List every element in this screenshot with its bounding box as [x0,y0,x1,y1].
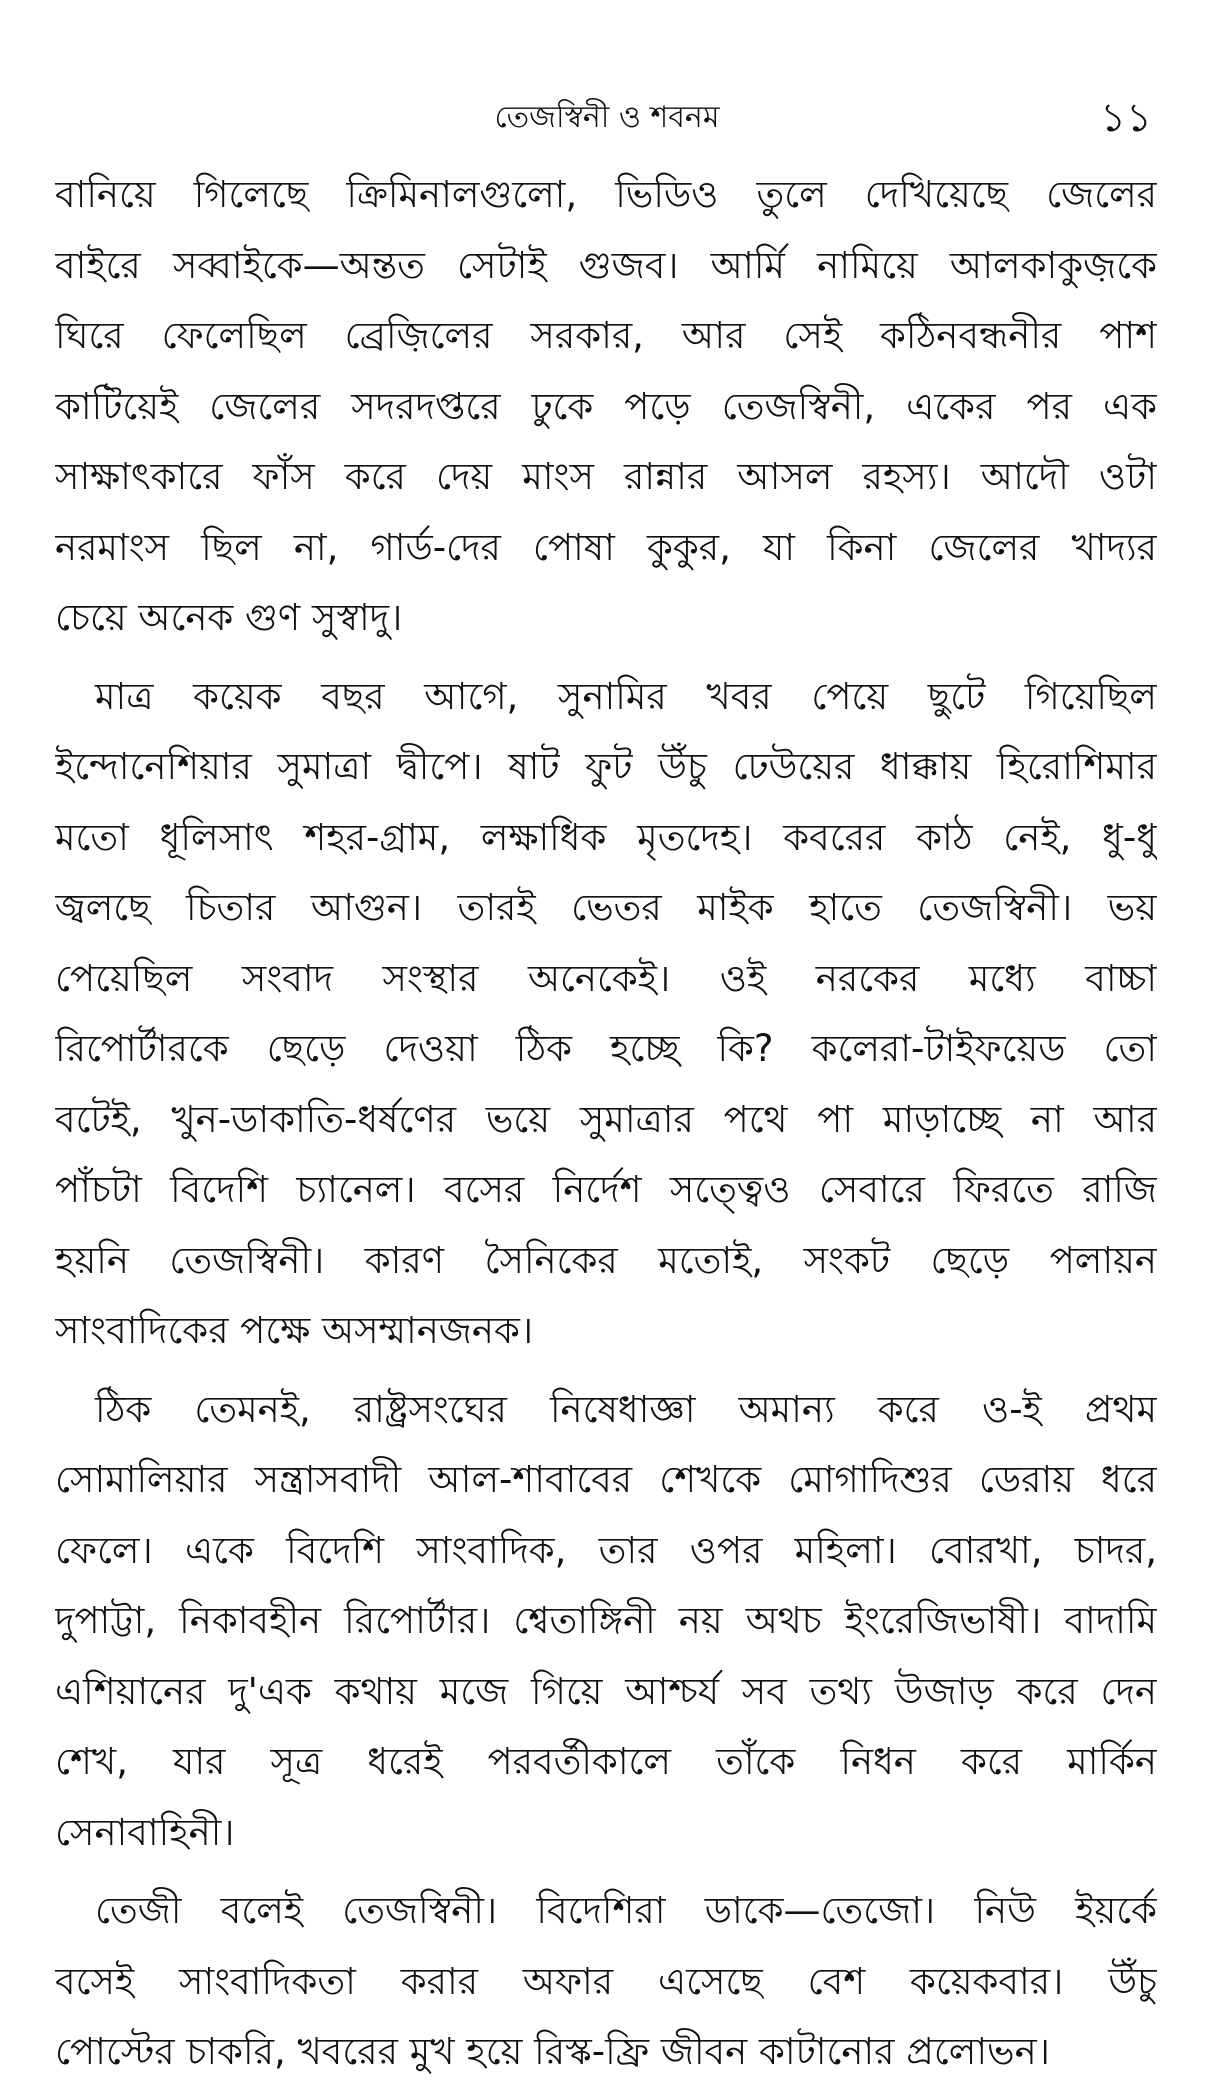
paragraph-gap [55,654,1157,662]
text-line: বসেই সাংবাদিকতা করার অফার এসেছে বেশ কয়েকবার। উঁচু [55,1959,1157,2003]
paragraph [55,1876,1157,2088]
text-line: জ্বলছে চিতার আগুন। তারই ভেতর মাইক হাতে তেজস্বিনী। ভয় [55,886,1157,929]
text-line: বাইরে সব্বাইকে—অন্তত সেটাই গুজব। আর্মি নামিয়ে আলকাকুজ়কে [55,243,1157,287]
header-title: তেজস্বিনী ও শবনম [494,100,720,135]
text-line: এশিয়ানের দু'এক কথায় মজে গিয়ে আশ্চর্য সব তথ্য উজাড় করে দেন [55,1669,1157,1713]
text-line: ফেলে। একে বিদেশি সাংবাদিক, তার ওপর মহিলা। বোরখা, চাদর, [55,1528,1157,1572]
paragraph-gap [55,1868,1157,1876]
text-line: বটেই, খুন-ডাকাতি-ধর্ষণের ভয়ে সুমাত্রার পথে পা মাড়াচ্ছে না আর [55,1097,1157,1141]
text-line: তেজী বলেই তেজস্বিনী। বিদেশিরা ডাকে—তেজো। নিউ ইয়র্কে [95,1889,1157,1932]
text-line: শেখ, যার সূত্র ধরেই পরবর্তীকালে তাঁকে নিধন করে মার্কিন [55,1740,1157,1783]
text-line: সাক্ষাৎকারে ফাঁস করে দেয় মাংস রান্নার আসল রহস্য। আদৌ ওটা [55,455,1157,498]
text-line: ইন্দোনেশিয়ার সুমাত্রা দ্বীপে। ষাট ফুট উঁচু ঢেউয়ের ধাক্কায় হিরোশিমার [55,745,1157,788]
page-number: ১১ [1100,95,1152,141]
paragraph [55,662,1157,1367]
text-line: মতো ধূলিসাৎ শহর-গ্রাম, লক্ষাধিক মৃতদেহ। কবরের কাঠ নেই, ধু-ধু [55,815,1157,859]
body-text [55,160,1157,2088]
paragraph-gap [55,1367,1157,1375]
paragraph [55,160,1157,654]
text-line: ঘিরে ফেলেছিল ব্রেজ়িলের সরকার, আর সেই কঠিনবন্ধনীর পাশ [55,314,1157,357]
text-line: সাংবাদিকের পক্ষে অসম্মানজনক। [55,1309,534,1352]
text-line: পেয়েছিল সংবাদ সংস্থার অনেকেই। ওই নরকের মধ্যে বাচ্চা [55,956,1157,1000]
running-header [0,96,1214,140]
text-line: দুপাট্টা, নিকাবহীন রিপোর্টার। শ্বেতাঙ্গিনী নয় অথচ ইংরেজিভাষী। বাদামি [55,1599,1157,1642]
text-line: মাত্র কয়েক বছর আগে, সুনামির খবর পেয়ে ছুটে গিয়েছিল [95,674,1157,718]
text-line: সোমালিয়ার সন্ত্রাসবাদী আল-শাবাবের শেখকে মোগাদিশুর ডেরায় ধরে [55,1458,1157,1501]
text-line: পাঁচটা বিদেশি চ্যানেল। বসের নির্দেশ সত্ত্বেও সেবারে ফিরতে রাজি [55,1168,1157,1211]
text-line: হয়নি তেজস্বিনী। কারণ সৈনিকের মতোই, সংকট ছেড়ে পলায়ন [55,1238,1157,1282]
text-line: রিপোর্টারকে ছেড়ে দেওয়া ঠিক হচ্ছে কি? কলেরা-টাইফয়েড তো [55,1027,1157,1070]
text-line: বানিয়ে গিলেছে ক্রিমিনালগুলো, ভিডিও তুলে দেখিয়েছে জেলের [55,173,1157,216]
text-line: ঠিক তেমনই, রাষ্ট্রসংঘের নিষেধাজ্ঞা অমান্য করে ও-ই প্রথম [95,1387,1157,1431]
text-line: পোস্টের চাকরি, খবরের মুখ হয়ে রিস্ক-ফ্রি জীবন কাটানোর প্রলোভন। [55,2030,1050,2073]
text-line: চেয়ে অনেক গুণ সুস্বাদু। [55,596,403,639]
paragraph [55,1375,1157,1869]
text-line: সেনাবাহিনী। [55,1810,235,1854]
text-line: কাটিয়েই জেলের সদরদপ্তরে ঢুকে পড়ে তেজস্বিনী, একের পর এক [55,384,1157,428]
text-line: নরমাংস ছিল না, গার্ড-দের পোষা কুকুর, যা কিনা জেলের খাদ্যর [55,525,1157,569]
